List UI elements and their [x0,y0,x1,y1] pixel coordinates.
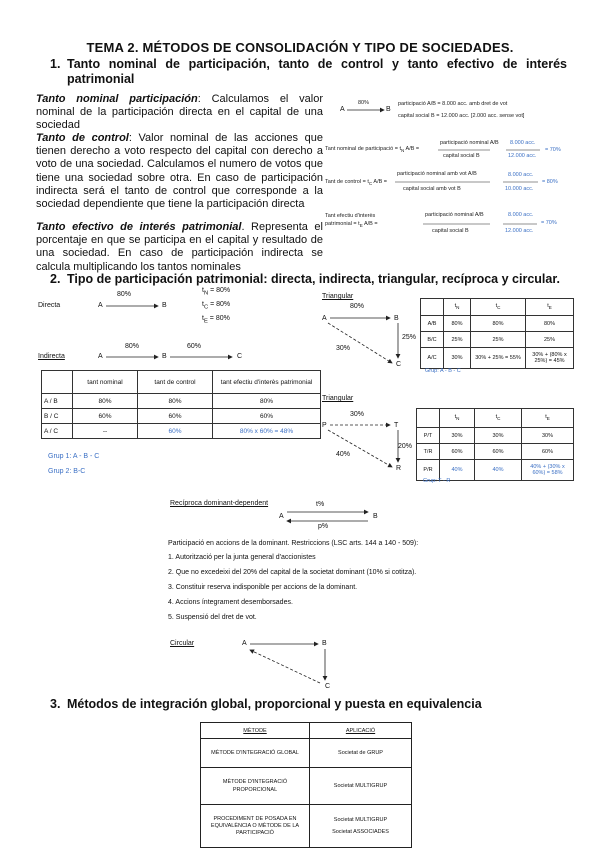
arrow [250,650,320,683]
restriction-item: 3. Constituir reserva indisponible per accions de la dominant. [168,584,358,591]
tri1-a: A [322,315,327,322]
tri2-pct-tr: 20% [398,443,413,450]
section-2-number: 2. [50,272,61,286]
circular-b: B [322,640,327,647]
tri1-b: B [394,315,399,322]
tri2-grup: Grup: T - R [423,478,451,484]
control-term: Tanto de control [36,132,129,144]
control-text: : Valor nominal de las acciones que tienen derecho a voto respecto del capital con derecho a voto de una sociedad. Calculamos el numero de votos que tiene una sociedad sobre otra. En caso de participación indirecta será el tanto de control que corresponde a la sociedad dependiente que tiene la participación directa [36,132,323,211]
restriction-item: 2. Que no excedeixi del 20% del capital de la societat dominant (10% si cotitza). [168,569,417,576]
tri2-pct-pr: 40% [336,451,351,458]
indirecta-grup2: Grup 2: B-C [48,468,86,475]
te-frac-num: 8.000 acc. [508,212,534,218]
table-header-row: tant nominal tant de control tant efectiu d'interès patrimonial [42,371,321,394]
section-2-heading: Tipo de participación patrimonial: directa, indirecta, triangular, recíproca y circular. [67,272,560,286]
indirecta-pct1: 80% [125,343,140,350]
table-row: T/R 60% 60% 60% [417,444,574,460]
indirecta-c: C [237,353,243,360]
tn-label: Tant nominal de participació = $t_N$ A/B = [325,146,420,154]
diag-pct: 80% [358,100,370,106]
tri2-r: R [396,465,402,472]
directa-b: B [162,302,167,309]
table-row: MÈTODE D'INTEGRACIÓ GLOBAL Societat de GRUP [201,739,412,768]
table-row: A / C -- 60% 80% x 60% = 48% [42,424,321,439]
reciproca-a: A [279,513,284,520]
table-row: A/C 30% 30% + 25% = 55% 30% + (80% x 25%) = 45% [421,348,574,369]
section-3-number: 3. [50,697,61,711]
circular-label: Circular [170,640,195,647]
tri1-label: Triangular [322,293,354,300]
arrow [328,430,392,467]
page-title: TEMA 2. MÉTODOS DE CONSOLIDACIÓN Y TIPO DE SOCIEDADES. [86,40,514,55]
tc-label: Tant de control = $t_C$ A/B = [325,179,388,187]
restriction-item: 1. Autorització per la junta general d'accionistes [168,554,316,561]
indirecta-pct2: 60% [187,343,202,350]
efectivo-term: Tanto efectivo de interés patrimonial [36,221,242,233]
tn-num: participació nominal A/B [440,140,499,146]
diag-b: B [386,106,391,113]
directa-tn: $t_N = 80\%$ [202,287,231,297]
reciproca-intro: Participació en accions de la dominant. Restriccions (LSC arts. 144 a 140 - 509): [168,540,419,547]
restriction-item: 4. Accions íntegrament desemborsades. [168,599,293,606]
table-row: P/T 30% 30% 30% [417,428,574,444]
table-header-row: MÈTODE APLICACIÓ [201,723,412,739]
te-label: Tant efectiu d'interès [325,213,376,219]
tn-result: = 70% [545,147,561,153]
section-1-heading: Tanto nominal de participación, tanto de control y tanto efectivo de interés [67,57,567,71]
te-label-line2: patrimonial = $t_E$ A/B = [325,221,378,229]
table-row: A / B 80% 80% 80% [42,394,321,409]
nominal-term: Tanto nominal participación [36,93,198,105]
arrow [328,323,392,363]
indirecta-b: B [162,353,167,360]
section-3-heading: Métodos de integración global, proporcional y puesta en equivalencia [67,697,482,711]
tn-den: capital social B [443,153,480,159]
directa-te: $t_E = 80\%$ [202,315,230,325]
tn-frac-num: 8.000 acc. [510,140,536,146]
reciproca-label: Recíproca dominant-dependent [170,500,269,507]
tri1-pct-ab: 80% [350,303,365,310]
tn-frac-den: 12.000 acc. [508,153,537,159]
indirecta-grup1: Grup 1: A - B - C [48,453,100,460]
tri1-pct-ac: 30% [336,345,351,352]
reciproca-bottom: p% [318,523,329,530]
table-header-row: $t_N$ $t_C$ $t_E$ [421,299,574,316]
circular-a: A [242,640,247,647]
tri2-pct-pt: 30% [350,411,365,418]
directa-a: A [98,302,103,309]
te-frac-den: 12.000 acc. [505,228,534,234]
tri2-label: Triangular [322,395,354,402]
tc-frac-den: 10.000 acc. [505,186,534,192]
directa-label: Directa [38,302,61,309]
diag-part-line1: participació A/B = 8.000 acc. amb dret de vot [398,101,508,107]
table-row: B/C 25% 25% 25% [421,332,574,348]
reciproca-b: B [373,513,378,520]
table-row: P/R 40% 40% 40% + (30% x 60%) = 58% [417,460,574,481]
tri2-t: T [394,422,399,429]
diag-a: A [340,106,345,113]
efectivo-text: . Representa el porcentaje en que se participa en el capital y resultado de una sociedad. En caso de participación indirecta se calcula multiplicando los tantos nominales [36,221,323,273]
tc-num: participació nominal amb vot A/B [397,171,477,177]
tc-frac-num: 8.000 acc. [508,172,534,178]
tri1-c: C [396,361,402,368]
section-1-heading-line2: patrimonial [67,72,135,86]
table-header-row: $t_N$ $t_C$ $t_E$ [417,409,574,428]
tri1-pct-bc: 25% [402,334,417,341]
directa-pct: 80% [117,291,132,298]
restriction-item: 5. Suspensió del dret de vot. [168,614,257,621]
indirecta-a: A [98,353,103,360]
diag-part-line2: capital social B = 12.000 acc. [2.000 acc. sense vot] [398,113,525,119]
te-result: = 70% [541,220,557,226]
tri2-p: P [322,422,327,429]
te-num: participació nominal A/B [425,212,484,218]
directa-tc: $t_C = 80\%$ [202,301,231,311]
table-row: A/B 80% 80% 80% [421,316,574,332]
tri1-grup: Grup: A - B - C [425,368,461,374]
table-row: MÈTODE D'INTEGRACIÓ PROPORCIONAL Societat MULTIGRUP [201,768,412,805]
indirecta-label: Indirecta [38,353,65,360]
section-1-number: 1. [50,57,61,71]
tc-result: = 80% [542,179,558,185]
table-row: PROCEDIMENT DE POSADA EN EQUIVALÈNCIA O MÈTODE DE LA PARTICIPACIÓ Societat MULTIGRUP Societat ASSOCIADES [201,805,412,848]
circular-c: C [325,683,331,690]
te-den: capital social B [432,228,469,234]
table-row: B / C 60% 60% 60% [42,409,321,424]
reciproca-top: t% [316,501,325,508]
nominal-text: : Calculamos el valor nominal de la participación directa en el capital de una sociedad [36,93,324,132]
tc-den: capital social amb vot B [403,186,461,192]
